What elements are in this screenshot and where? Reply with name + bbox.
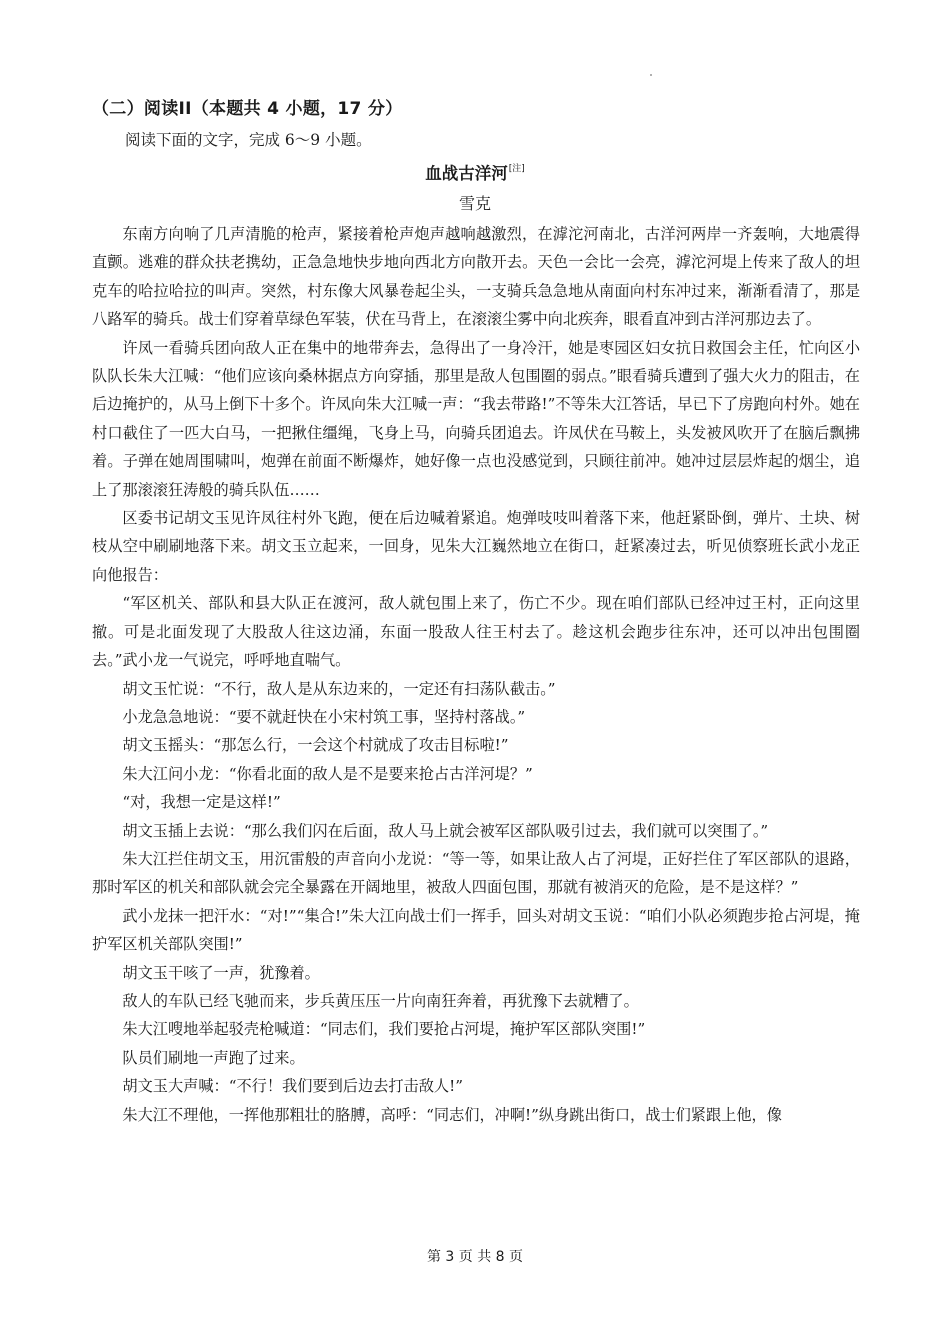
paragraph: 朱大江拦住胡文玉，用沉雷般的声音向小龙说：“等一等，如果让敌人占了河堤，正好拦住了军区部队的退路，那时军区的机关和部队就会完全暴露在开阔地里，被敌人四面包围，那就有被消灭的危险，是不是这样？” — [92, 849, 860, 897]
paragraph: 胡文玉大声喊：“不行！我们要到后边去打击敌人!” — [122, 1077, 463, 1096]
paragraph: 胡文玉插上去说：“那么我们闪在后面，敌人马上就会被军区部队吸引过去，我们就可以突围了。” — [122, 821, 769, 840]
paragraph: 武小龙抹一把汗水：“对!”“集合!”朱大江向战士们一挥手，回头对胡文玉说：“咱们小队必须跑步抢占河堤，掩护军区机关部队突围!” — [92, 906, 860, 954]
paragraph: 胡文玉干咳了一声，犹豫着。 — [122, 963, 320, 982]
title-text: 血战古洋河 — [425, 164, 508, 183]
page-footer: 第 3 页 共 8 页 — [426, 1249, 524, 1265]
scan-dot — [650, 74, 652, 76]
article-title — [0, 160, 950, 184]
paragraph: 胡文玉忙说：“不行，敌人是从东边来的，一定还有扫荡队截击。” — [122, 679, 556, 698]
paragraph: 许凤一看骑兵团向敌人正在集中的地带奔去，急得出了一身冷汗，她是枣园区妇女抗日救国会主任，忙向区小队队长朱大江喊：“他们应该向桑林据点方向穿插，那里是敌人包围圈的弱点。”眼看骑兵遭到了强大火力的阻击，在后边掩护的，从马上倒下十多个。许凤向朱大江喊一声：“我去带路!”不等朱大江答话，早已下了房跑向村外。她在村口截住了一匹大白马，一把揪住缰绳，飞身上马，向骑兵团追去。许凤伏在马鞍上，头发被风吹开了在脑后飘拂着。子弹在她周围啸叫，炮弹在前面不断爆炸，她好像一点也没感觉到，只顾往前冲。她冲过层层炸起的烟尘，追上了那滚滚狂涛般的骑兵队伍…… — [92, 338, 860, 499]
paragraph: “军区机关、部队和县大队正在渡河，敌人就包围上来了，伤亡不少。现在咱们部队已经冲过王村，正向这里撤。可是北面发现了大股敌人往这边涌，东面一股敌人往王村去了。趁这机会跑步往东冲，还可以冲出包围圈去。”武小龙一气说完，呼呼地直喘气。 — [92, 594, 860, 670]
paragraph: 小龙急急地说：“要不就赶快在小宋村筑工事，坚持村落战。” — [122, 707, 526, 726]
paragraph: 朱大江不理他，一挥他那粗壮的胳膊，高呼：“同志们，冲啊!”纵身跳出街口，战士们紧跟上他，像 — [122, 1105, 782, 1124]
paragraph: 敌人的车队已经飞驰而来，步兵黄压压一片向南狂奔着，再犹豫下去就糟了。 — [122, 991, 639, 1010]
paragraph: 区委书记胡文玉见许凤往村外飞跑，便在后边喊着紧追。炮弹吱吱叫着落下来，他赶紧卧倒，弹片、土块、树枝从空中刷刷地落下来。胡文玉立起来，一回身，见朱大江巍然地立在街口，赶紧凑过去，听见侦察班长武小龙正向他报告： — [92, 509, 860, 584]
paragraph: 队员们刷地一声跑了过来。 — [122, 1048, 305, 1067]
paragraph: “对，我想一定是这样!” — [122, 793, 281, 812]
instruction-text: 阅读下面的文字，完成 6～9 小题。 — [125, 131, 372, 149]
article-body — [92, 220, 860, 1129]
paragraph: 胡文玉摇头：“那怎么行，一会这个村就成了攻击目标啦!” — [122, 736, 509, 755]
paragraph: 东南方向响了几声清脆的枪声，紧接着枪声炮声越响越激烈，在滹沱河南北，古洋河两岸一齐轰响，大地震得直颤。逃难的群众扶老携幼，正急急地快步地向西北方向散开去。天色一会比一会亮，滹沱河堤上传来了敌人的坦克车的哈拉哈拉的叫声。突然，村东像大风暴卷起尘头，一支骑兵急急地从南面向村东冲过来，渐渐看清了，那是八路军的骑兵。战士们穿着草绿色军装，伏在马背上，在滚滚尘雾中向北疾奔，眼看直冲到古洋河那边去了。 — [92, 225, 860, 329]
section-heading: （二）阅读II（本题共 4 小题，17 分） — [92, 99, 403, 119]
article-author: 雪克 — [458, 194, 491, 213]
paragraph: 朱大江嗖地举起驳壳枪喊道：“同志们，我们要抢占河堤，掩护军区部队突围!” — [122, 1020, 646, 1039]
title-note: [注] — [508, 164, 525, 174]
paragraph: 朱大江问小龙：“你看北面的敌人是不是要来抢占古洋河堤？” — [122, 764, 533, 783]
